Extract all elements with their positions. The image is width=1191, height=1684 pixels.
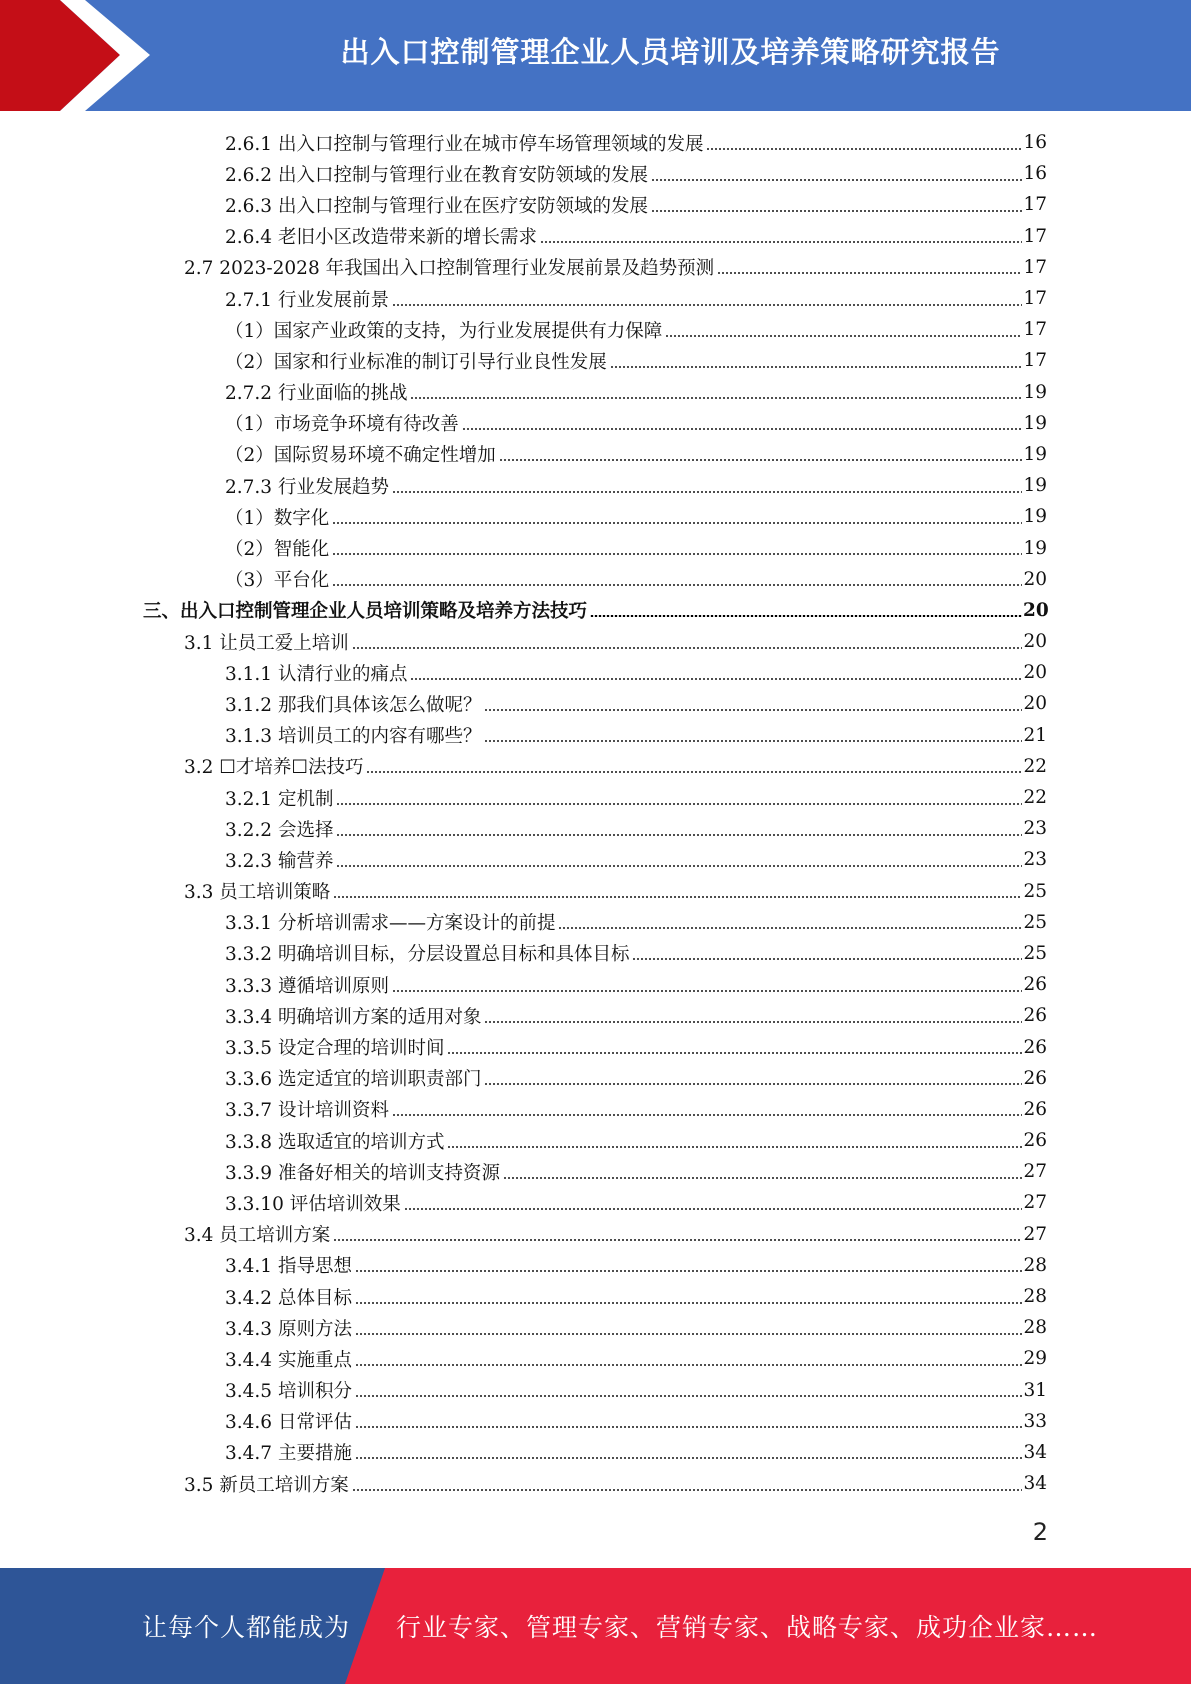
toc-dot-leader (717, 272, 1022, 274)
toc-entry-page: 26 (1023, 1036, 1047, 1058)
toc-dot-leader (352, 1489, 1022, 1491)
toc-entry-label: 3.4.6 日常评估 (225, 1412, 352, 1434)
toc-dot-leader (484, 1083, 1022, 1085)
toc-entry[interactable] (0, 377, 1191, 408)
toc-entry-label: 三、出入口控制管理企业人员培训策略及培养方法技巧 (143, 601, 588, 623)
toc-entry-page: 21 (1023, 724, 1047, 746)
toc-entry-label: 3.3.3 遵循培训原则 (225, 975, 389, 997)
toc-entry[interactable] (0, 1031, 1191, 1062)
toc-entry-page: 20 (1023, 693, 1047, 715)
toc-dot-leader (540, 241, 1022, 243)
toc-entry-label: 3.4.2 总体目标 (225, 1287, 352, 1309)
toc-entry-page: 22 (1023, 787, 1047, 809)
toc-dot-leader (336, 834, 1022, 836)
toc-entry-label: 3.2 ☐才培养☐法技巧 (184, 757, 364, 779)
toc-entry[interactable] (0, 969, 1191, 1000)
toc-entry-label: （2）智能化 (225, 539, 330, 561)
toc-entry-label: 3.3.4 明确培训方案的适用对象 (225, 1006, 482, 1028)
toc-entry-page: 20 (1023, 662, 1047, 684)
toc-entry[interactable] (0, 1187, 1191, 1218)
toc-entry-label: 3.3.9 准备好相关的培训支持资源 (225, 1162, 500, 1184)
table-of-contents (0, 127, 1191, 1499)
toc-entry[interactable] (0, 221, 1191, 252)
toc-entry-page: 19 (1023, 412, 1047, 434)
toc-entry-page: 22 (1023, 755, 1047, 777)
toc-dot-leader (392, 1114, 1022, 1116)
toc-entry-label: （1）市场竞争环境有待改善 (225, 414, 459, 436)
toc-entry-label: 3.3.7 设计培训资料 (225, 1100, 389, 1122)
toc-entry-label: 2.7.3 行业发展趋势 (225, 476, 389, 498)
toc-entry-label: 3.4.3 原则方法 (225, 1318, 352, 1340)
toc-entry-label: 3.4 员工培训方案 (184, 1225, 331, 1247)
toc-entry-page: 17 (1023, 194, 1047, 216)
toc-dot-leader (665, 335, 1022, 337)
toc-entry[interactable] (0, 501, 1191, 532)
toc-dot-leader (447, 1052, 1022, 1054)
toc-entry-page: 26 (1023, 1130, 1047, 1152)
toc-dot-leader (651, 210, 1022, 212)
toc-entry-label: 3.1.1 认清行业的痛点 (225, 663, 408, 685)
toc-dot-leader (410, 678, 1022, 680)
toc-dot-leader (352, 647, 1022, 649)
toc-entry-page: 20 (1023, 568, 1047, 590)
toc-entry-page: 23 (1023, 849, 1047, 871)
toc-entry-page: 16 (1023, 163, 1047, 185)
toc-dot-leader (499, 459, 1022, 461)
document-title: 出入口控制管理企业人员培训及培养策略研究报告 (340, 34, 1001, 69)
toc-entry-page: 17 (1023, 288, 1047, 310)
toc-dot-leader (392, 304, 1022, 306)
toc-entry-page: 19 (1023, 506, 1047, 528)
toc-entry-label: 3.3.6 选定适宜的培训职责部门 (225, 1069, 482, 1091)
toc-entry[interactable] (0, 564, 1191, 595)
toc-entry[interactable] (0, 938, 1191, 969)
toc-entry-label: 3.2.1 定机制 (225, 788, 334, 810)
toc-entry[interactable] (0, 1343, 1191, 1374)
toc-entry[interactable] (0, 470, 1191, 501)
footer-slogan-left: 让每个人都能成为 (142, 1613, 351, 1642)
toc-entry-page: 16 (1023, 132, 1047, 154)
toc-entry[interactable] (0, 1094, 1191, 1125)
toc-dot-leader (558, 927, 1022, 929)
toc-entry-label: （1）国家产业政策的支持，为行业发展提供有力保障 (225, 320, 663, 342)
toc-entry-label: 3.4.5 培训积分 (225, 1381, 352, 1403)
toc-entry[interactable] (0, 252, 1191, 283)
toc-entry-page: 19 (1023, 443, 1047, 465)
toc-entry[interactable] (0, 439, 1191, 470)
page-number: 2 (1032, 1518, 1048, 1546)
toc-entry[interactable] (0, 189, 1191, 220)
toc-dot-leader (355, 1457, 1022, 1459)
toc-entry[interactable] (0, 345, 1191, 376)
toc-entry-page: 23 (1023, 818, 1047, 840)
toc-entry-page: 20 (1023, 631, 1047, 653)
toc-entry-page: 26 (1023, 974, 1047, 996)
toc-entry-label: （1）数字化 (225, 507, 330, 529)
toc-entry[interactable] (0, 158, 1191, 189)
toc-entry[interactable] (0, 1125, 1191, 1156)
toc-entry-label: 3.3.2 明确培训目标，分层设置总目标和具体目标 (225, 944, 630, 966)
footer-slogan-right: 行业专家、管理专家、营销专家、战略专家、成功企业家…… (396, 1613, 1099, 1642)
toc-entry[interactable] (0, 907, 1191, 938)
toc-entry[interactable] (0, 1156, 1191, 1187)
toc-entry-label: 2.6.2 出入口控制与管理行业在教育安防领域的发展 (225, 164, 648, 186)
toc-entry-page: 19 (1023, 475, 1047, 497)
toc-entry-label: 3.2.2 会选择 (225, 819, 334, 841)
toc-entry[interactable] (0, 1468, 1191, 1499)
toc-entry-label: 2.7.2 行业面临的挑战 (225, 383, 408, 405)
toc-entry-page: 28 (1023, 1286, 1047, 1308)
toc-entry[interactable] (0, 657, 1191, 688)
toc-entry[interactable] (0, 595, 1191, 626)
toc-entry-page: 26 (1023, 1067, 1047, 1089)
toc-dot-leader (706, 148, 1022, 150)
toc-entry-page: 19 (1023, 381, 1047, 403)
toc-entry-page: 27 (1023, 1223, 1047, 1245)
toc-dot-leader (651, 179, 1022, 181)
toc-entry-label: 3.2.3 输营养 (225, 850, 334, 872)
toc-dot-leader (333, 896, 1022, 898)
toc-dot-leader (447, 1146, 1022, 1148)
toc-entry-label: 3.3 员工培训策略 (184, 882, 331, 904)
toc-dot-leader (610, 366, 1022, 368)
toc-entry[interactable] (0, 844, 1191, 875)
toc-dot-leader (333, 1239, 1022, 1241)
toc-entry-label: （2）国家和行业标准的制订引导行业良性发展 (225, 351, 607, 373)
toc-entry[interactable] (0, 688, 1191, 719)
page-header (0, 0, 1191, 111)
toc-entry-label: 3.1 让员工爱上培训 (184, 632, 349, 654)
toc-entry-page: 31 (1023, 1379, 1047, 1401)
toc-entry-page: 17 (1023, 256, 1047, 278)
toc-entry-label: 3.3.10 评估培训效果 (225, 1193, 401, 1215)
toc-entry-label: 3.3.1 分析培训需求——方案设计的前提 (225, 913, 556, 935)
toc-entry-label: 3.1.3 培训员工的内容有哪些？ (225, 726, 482, 748)
toc-dot-leader (355, 1395, 1022, 1397)
toc-entry[interactable] (0, 408, 1191, 439)
toc-entry-page: 17 (1023, 225, 1047, 247)
toc-entry-label: 2.6.4 老旧小区改造带来新的增长需求 (225, 227, 537, 249)
toc-dot-leader (332, 522, 1022, 524)
toc-entry[interactable] (0, 1000, 1191, 1031)
toc-dot-leader (632, 958, 1022, 960)
toc-entry-label: 3.1.2 那我们具体该怎么做呢？ (225, 694, 482, 716)
toc-entry[interactable] (0, 1312, 1191, 1343)
toc-dot-leader (484, 709, 1022, 711)
toc-entry-label: 3.4.7 主要措施 (225, 1443, 352, 1465)
toc-entry-page: 19 (1023, 537, 1047, 559)
toc-dot-leader (410, 397, 1022, 399)
toc-entry-page: 28 (1023, 1317, 1047, 1339)
toc-entry[interactable] (0, 1250, 1191, 1281)
toc-entry[interactable] (0, 720, 1191, 751)
toc-dot-leader (503, 1177, 1022, 1179)
toc-entry-page: 20 (1023, 599, 1049, 621)
toc-dot-leader (355, 1364, 1022, 1366)
toc-dot-leader (392, 491, 1022, 493)
toc-entry-page: 29 (1023, 1348, 1047, 1370)
toc-dot-leader (355, 1302, 1022, 1304)
toc-entry-page: 33 (1023, 1410, 1047, 1432)
toc-entry[interactable] (0, 283, 1191, 314)
toc-entry[interactable] (0, 1219, 1191, 1250)
toc-entry-page: 25 (1023, 880, 1047, 902)
toc-entry[interactable] (0, 1406, 1191, 1437)
toc-entry-page: 17 (1023, 319, 1047, 341)
toc-dot-leader (336, 803, 1022, 805)
page-footer (0, 1568, 1191, 1684)
toc-entry[interactable] (0, 314, 1191, 345)
toc-dot-leader (355, 1426, 1022, 1428)
toc-entry[interactable] (0, 751, 1191, 782)
toc-entry[interactable] (0, 782, 1191, 813)
toc-entry-page: 25 (1023, 911, 1047, 933)
toc-entry-page: 27 (1023, 1192, 1047, 1214)
toc-entry-label: 2.7.1 行业发展前景 (225, 289, 389, 311)
toc-entry[interactable] (0, 1437, 1191, 1468)
toc-entry[interactable] (0, 532, 1191, 563)
toc-dot-leader (484, 1021, 1022, 1023)
toc-dot-leader (332, 584, 1022, 586)
toc-dot-leader (355, 1270, 1022, 1272)
toc-entry-label: 2.7 2023-2028 年我国出入口控制管理行业发展前景及趋势预测 (184, 258, 715, 280)
toc-entry-page: 28 (1023, 1254, 1047, 1276)
toc-dot-leader (590, 615, 1022, 617)
toc-entry-page: 26 (1023, 1098, 1047, 1120)
toc-entry[interactable] (0, 1281, 1191, 1312)
toc-entry[interactable] (0, 876, 1191, 907)
toc-entry-page: 17 (1023, 350, 1047, 372)
toc-entry-page: 26 (1023, 1005, 1047, 1027)
toc-entry-page: 34 (1023, 1473, 1047, 1495)
toc-dot-leader (355, 1333, 1022, 1335)
toc-entry[interactable] (0, 626, 1191, 657)
toc-entry-label: 3.4.1 指导思想 (225, 1256, 352, 1278)
toc-dot-leader (366, 771, 1022, 773)
toc-entry-label: （3）平台化 (225, 570, 330, 592)
toc-dot-leader (332, 553, 1022, 555)
toc-entry[interactable] (0, 1063, 1191, 1094)
toc-dot-leader (336, 865, 1022, 867)
toc-entry[interactable] (0, 813, 1191, 844)
toc-entry-page: 25 (1023, 942, 1047, 964)
toc-dot-leader (392, 990, 1022, 992)
toc-entry-label: 3.3.8 选取适宜的培训方式 (225, 1131, 445, 1153)
toc-entry-label: 3.4.4 实施重点 (225, 1349, 352, 1371)
toc-entry-label: 2.6.3 出入口控制与管理行业在医疗安防领域的发展 (225, 195, 648, 217)
toc-entry-label: （2）国际贸易环境不确定性增加 (225, 445, 496, 467)
toc-entry-page: 27 (1023, 1161, 1047, 1183)
toc-entry[interactable] (0, 127, 1191, 158)
toc-dot-leader (462, 428, 1022, 430)
toc-entry-label: 2.6.1 出入口控制与管理行业在城市停车场管理领域的发展 (225, 133, 704, 155)
toc-entry-label: 3.3.5 设定合理的培训时间 (225, 1038, 445, 1060)
toc-entry[interactable] (0, 1375, 1191, 1406)
toc-dot-leader (404, 1208, 1022, 1210)
toc-entry-page: 34 (1023, 1441, 1047, 1463)
toc-dot-leader (484, 740, 1022, 742)
toc-entry-label: 3.5 新员工培训方案 (184, 1474, 349, 1496)
